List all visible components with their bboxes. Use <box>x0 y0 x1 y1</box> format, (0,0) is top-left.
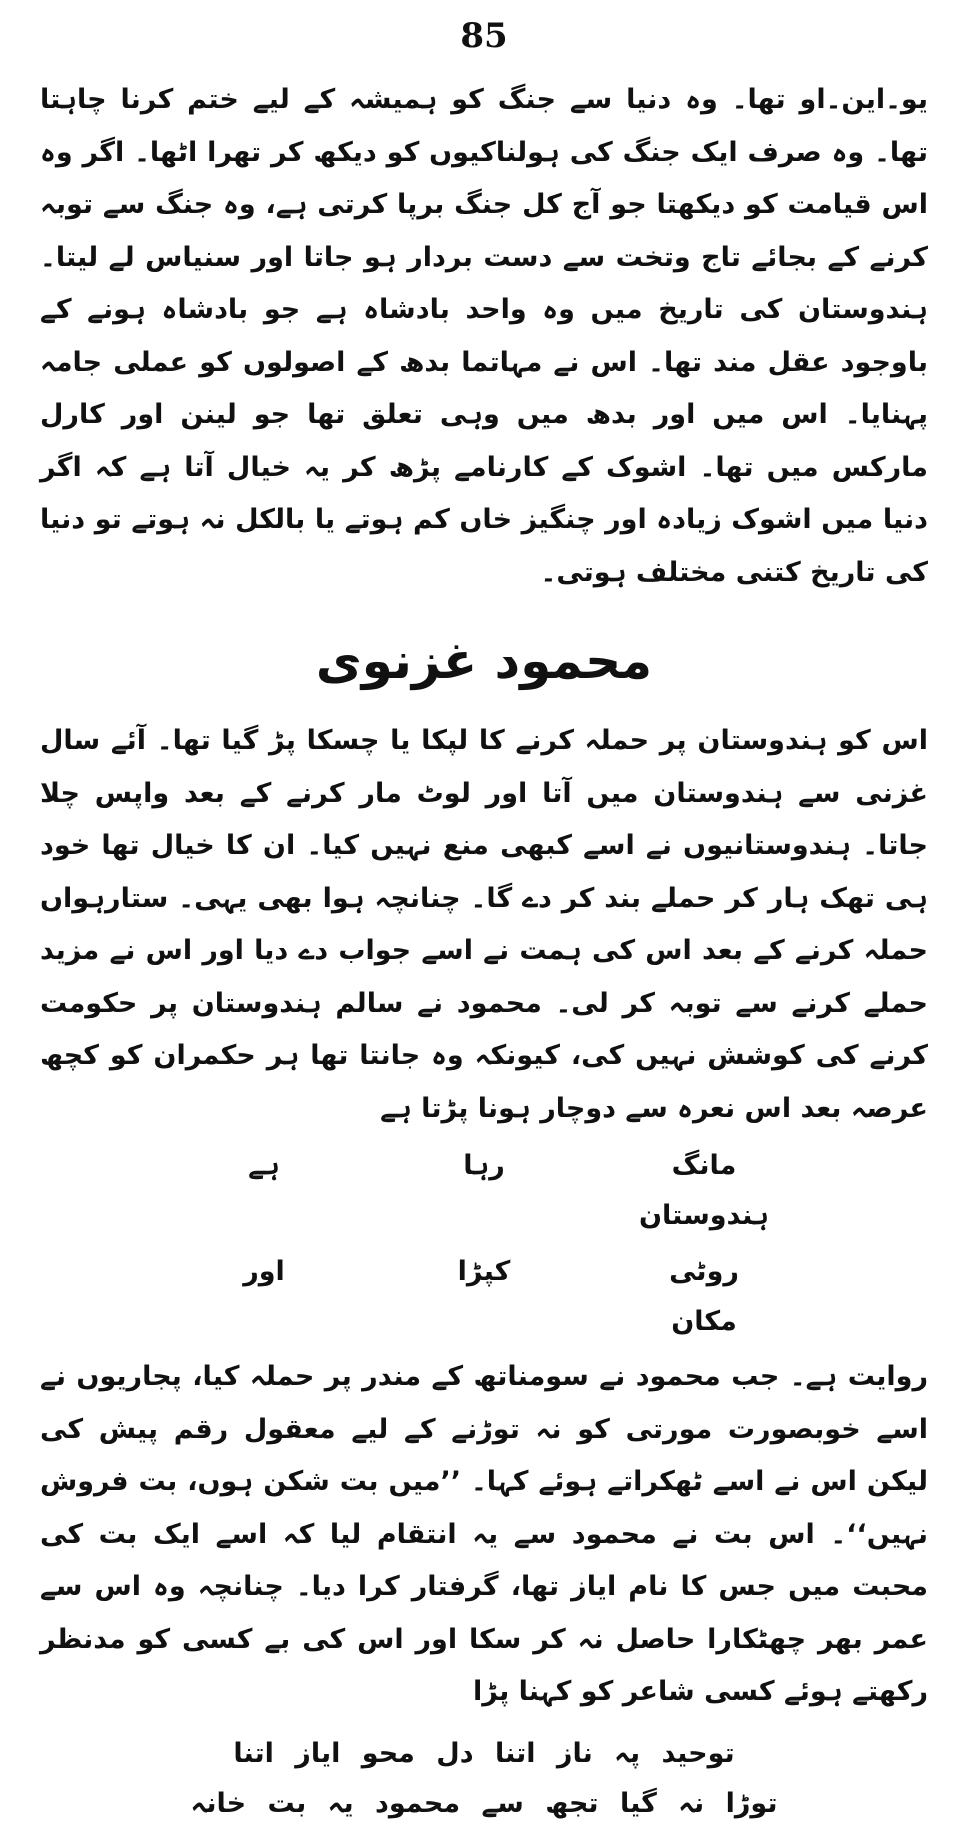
slogan-word: اور <box>243 1256 285 1287</box>
slogan-word: ہندوستان <box>639 1200 769 1231</box>
page-number: 85 <box>460 16 508 56</box>
paragraph-mahmud: اس کو ہندوستان پر حملہ کرنے کا لپکا یا چسکا پڑ گیا تھا۔ آئے سال غزنی سے ہندوستان میں آتا اور لوٹ مار کرنے کے بعد واپس چلا جاتا۔ ہندوستانیوں نے اسے کبھی منع نہیں کیا۔ ان کا خیال تھا خود ہی تھک ہار کر حملے بند کر دے گا۔ چنانچہ ہوا بھی یہی۔ ستارہواں حملہ کرنے کے بعد اس کی ہمت نے اسے جواب دے دیا اور اس نے مزید حملے کرنے سے توبہ کر لی۔ محمود نے سالم ہندوستان پر حکومت کرنے کی کوشش نہیں کی، کیونکہ وہ جانتا تھا ہر حکمران کو کچھ عرصہ بعد اس نعرہ سے دوچار ہونا پڑتا ہے <box>40 725 928 1124</box>
verse-line-2: توڑا نہ گیا تجھ سے محمود یہ بت خانہ <box>190 1787 778 1819</box>
slogan-line-2 <box>40 1247 928 1347</box>
slogan-word: رہا <box>463 1150 505 1181</box>
paragraph-somnath: روایت ہے۔ جب محمود نے سومناتھ کے مندر پر حملہ کیا، پجاریوں نے اسے خوبصورت مورتی کو نہ توڑنے کے لیے معقول رقم پیش کی لیکن اس نے اسے ٹھکراتے ہوئے کہا۔ ’’میں بت شکن ہوں، بت فروش نہیں‘‘۔ اس بت نے محمود سے یہ انتقام لیا کہ اسے ایک بت کی محبت میں جس کا نام ایاز تھا، گرفتار کرا دیا۔ چنانچہ وہ اس سے عمر بھر چھٹکارا حاصل نہ کر سکا اور اس کی بے کسی کو مدنظر رکھتے ہوئے کسی شاعر کو کہنا پڑا <box>40 1361 928 1707</box>
slogan-word: مانگ <box>671 1150 737 1181</box>
slogan-word: ہے <box>248 1150 280 1181</box>
section-heading: محمود غزنوی <box>315 632 653 690</box>
paragraph-ashoka: یو۔این۔او تھا۔ وہ دنیا سے جنگ کو ہمیشہ کے لیے ختم کرنا چاہتا تھا۔ وہ صرف ایک جنگ کی ہولناکیوں کو دیکھ کر تھرا اٹھا۔ اگر وہ اس قیامت کو دیکھتا جو آج کل جنگ برپا کرتی ہے، وہ جنگ سے توبہ کرنے کے بجائے تاج وتخت سے دست بردار ہو جاتا اور سنیاس لے لیتا۔ ہندوستان کی تاریخ میں وہ واحد بادشاہ ہے جو بادشاہ ہونے کے باوجود عقل مند تھا۔ اس نے مہاتما بدھ کے اصولوں کو عملی جامہ پہنایا۔ اس میں اور بدھ میں وہی تعلق تھا جو لینن اور کارل مارکس میں تھا۔ اشوک کے کارنامے پڑھ کر یہ خیال آتا ہے کہ اگر دنیا میں اشوک زیادہ اور چنگیز خاں کم ہوتے یا بالکل نہ ہوتے تو دنیا کی تاریخ کتنی مختلف ہوتی۔ <box>40 84 928 588</box>
slogan-word: مکان <box>671 1306 737 1337</box>
verse <box>40 1729 928 1829</box>
slogan-word: روٹی <box>669 1256 739 1287</box>
verse-line-1: توحید پہ ناز اتنا دل محو ایاز اتنا <box>233 1737 735 1769</box>
slogan-word: کپڑا <box>457 1256 511 1287</box>
slogan-line-1 <box>40 1141 928 1241</box>
